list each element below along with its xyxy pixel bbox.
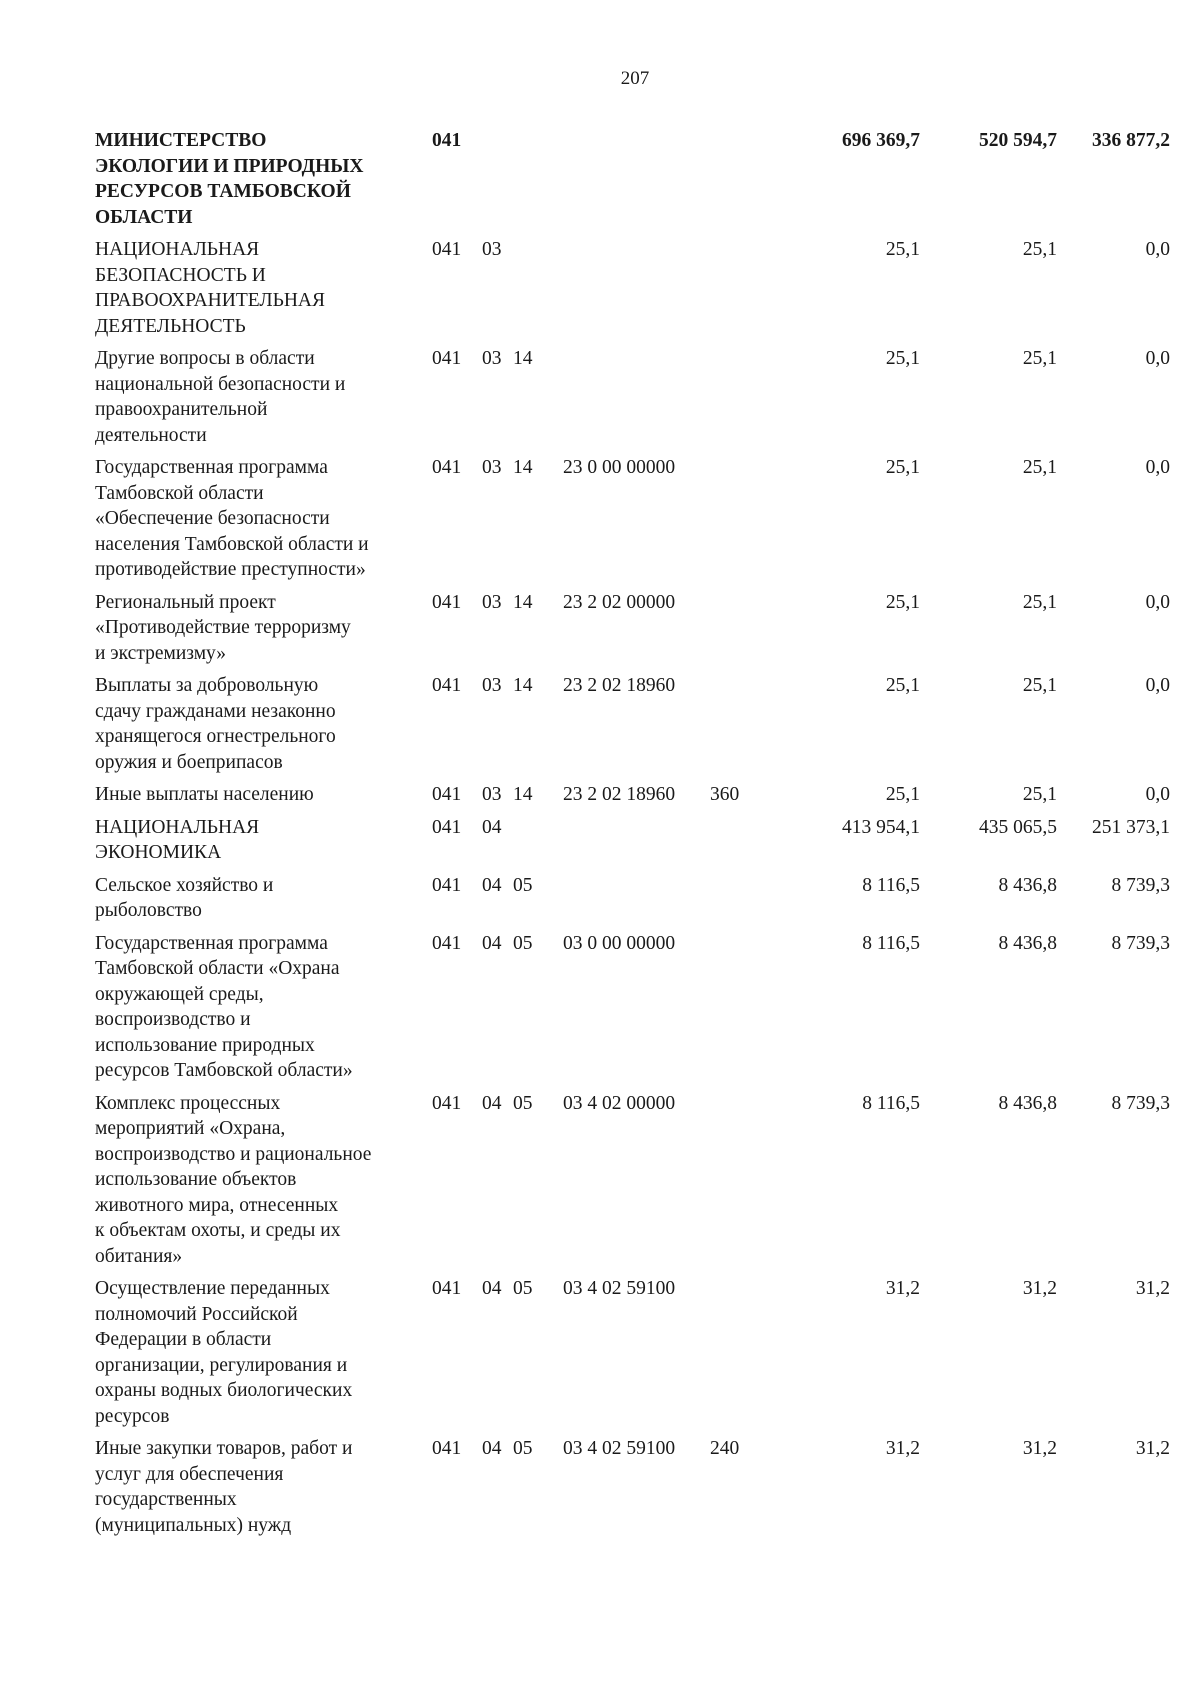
row-name: МИНИСТЕРСТВО ЭКОЛОГИИ И ПРИРОДНЫХ РЕСУРСОВ ТАМБОВСКОЙ ОБЛАСТИ <box>95 130 364 228</box>
row-section-code: 04 <box>482 1438 502 1459</box>
row-target-article-code: 23 2 02 00000 <box>563 591 676 613</box>
row-section-code: 04 <box>482 874 502 896</box>
page-number: 207 <box>620 68 650 89</box>
row-ved-code: 041 <box>432 932 462 954</box>
row-amount-year3: 8 739,3 <box>1111 874 1170 896</box>
row-amount-year3: 0,0 <box>1145 457 1170 478</box>
row-amount-year1: 25,1 <box>885 457 920 478</box>
row-amount-year2: 25,1 <box>1022 239 1057 260</box>
row-amount-year1: 8 116,5 <box>862 1092 920 1114</box>
table-row <box>95 1276 1170 1436</box>
table-row <box>95 346 1170 455</box>
table-row <box>95 873 1170 931</box>
row-ved-code: 041 <box>432 874 462 896</box>
row-section-code: 03 <box>482 348 502 369</box>
row-amount-year2: 520 594,7 <box>979 130 1057 151</box>
row-amount-year3: 0,0 <box>1145 239 1170 260</box>
row-name: НАЦИОНАЛЬНАЯ БЕЗОПАСНОСТЬ И ПРАВООХРАНИТЕЛЬНАЯ ДЕЯТЕЛЬНОСТЬ <box>95 239 326 337</box>
table-row <box>95 1436 1170 1545</box>
row-amount-year1: 8 116,5 <box>862 874 920 896</box>
row-name: Государственная программа Тамбовской области «Обеспечение безопасности населения Тамбовской области и противодействие преступности» <box>95 457 369 580</box>
table-row <box>95 815 1170 873</box>
row-amount-year3: 0,0 <box>1145 784 1170 805</box>
row-amount-year3: 0,0 <box>1145 591 1170 613</box>
row-section-code: 04 <box>482 1278 502 1299</box>
row-amount-year3: 8 739,3 <box>1111 1092 1170 1114</box>
row-amount-year2: 25,1 <box>1022 348 1057 369</box>
row-ved-code: 041 <box>432 1092 462 1114</box>
row-amount-year1: 8 116,5 <box>862 932 920 954</box>
row-name: Региональный проект «Противодействие терроризму и экстремизму» <box>95 591 351 664</box>
row-amount-year2: 25,1 <box>1022 675 1057 696</box>
row-ved-code: 041 <box>432 1278 462 1299</box>
row-ved-code: 041 <box>432 457 462 478</box>
row-name: Иные закупки товаров, работ и услуг для обеспечения государственных (муниципальных) нужд <box>95 1438 353 1536</box>
row-name: Сельское хозяйство и рыболовство <box>95 874 274 921</box>
row-section-code: 04 <box>482 1092 502 1114</box>
table-row <box>95 782 1170 815</box>
row-section-code: 03 <box>482 239 502 260</box>
table-row <box>95 673 1170 782</box>
row-amount-year2: 31,2 <box>1022 1438 1057 1459</box>
row-ved-code: 041 <box>432 239 462 260</box>
row-subsection-code: 05 <box>513 1278 533 1299</box>
row-ved-code: 041 <box>432 591 462 613</box>
row-section-code: 04 <box>482 816 502 838</box>
row-target-article-code: 03 4 02 59100 <box>563 1278 676 1299</box>
row-amount-year2: 8 436,8 <box>998 932 1057 954</box>
row-expense-type-code: 240 <box>710 1438 740 1459</box>
row-section-code: 03 <box>482 591 502 613</box>
row-subsection-code: 14 <box>513 591 533 613</box>
row-target-article-code: 23 2 02 18960 <box>563 784 676 805</box>
table-row <box>95 237 1170 346</box>
row-amount-year1: 31,2 <box>885 1438 920 1459</box>
row-section-code: 03 <box>482 784 502 805</box>
row-amount-year3: 0,0 <box>1145 675 1170 696</box>
row-ved-code: 041 <box>432 784 462 805</box>
row-amount-year2: 31,2 <box>1022 1278 1057 1299</box>
row-target-article-code: 23 0 00 00000 <box>563 457 676 478</box>
row-target-article-code: 03 4 02 00000 <box>563 1092 676 1114</box>
row-section-code: 03 <box>482 457 502 478</box>
row-name: Другие вопросы в области национальной безопасности и правоохранительной деятельности <box>95 348 346 446</box>
row-amount-year1: 31,2 <box>885 1278 920 1299</box>
row-name: Иные выплаты населению <box>95 784 314 805</box>
row-amount-year2: 25,1 <box>1022 457 1057 478</box>
row-target-article-code: 23 2 02 18960 <box>563 675 676 696</box>
row-subsection-code: 05 <box>513 932 533 954</box>
row-name: Государственная программа Тамбовской области «Охрана окружающей среды, воспроизводство и использование природных ресурсов Тамбовской области» <box>95 932 353 1081</box>
budget-table <box>95 128 1170 1545</box>
row-amount-year3: 0,0 <box>1145 348 1170 369</box>
row-target-article-code: 03 0 00 00000 <box>563 932 676 954</box>
row-expense-type-code: 360 <box>710 784 740 805</box>
row-subsection-code: 05 <box>513 1092 533 1114</box>
row-name: Осуществление переданных полномочий Российской Федерации в области организации, регулирования и охраны водных биологических ресурсов <box>95 1278 353 1427</box>
row-amount-year1: 25,1 <box>885 239 920 260</box>
table-row <box>95 590 1170 674</box>
row-amount-year1: 696 369,7 <box>842 130 920 151</box>
row-amount-year3: 31,2 <box>1135 1278 1170 1299</box>
row-subsection-code: 14 <box>513 457 533 478</box>
row-subsection-code: 05 <box>513 874 533 896</box>
row-subsection-code: 05 <box>513 1438 533 1459</box>
row-ved-code: 041 <box>432 1438 462 1459</box>
row-amount-year1: 25,1 <box>885 675 920 696</box>
table-row <box>95 455 1170 590</box>
row-target-article-code: 03 4 02 59100 <box>563 1438 676 1459</box>
row-amount-year3: 8 739,3 <box>1111 932 1170 954</box>
row-section-code: 04 <box>482 932 502 954</box>
row-section-code: 03 <box>482 675 502 696</box>
row-name: Комплекс процессных мероприятий «Охрана, воспроизводство и рациональное использование объектов животного мира, отнесенных к объектам охоты, и среды их обитания» <box>95 1092 372 1267</box>
row-amount-year2: 25,1 <box>1022 591 1057 613</box>
row-amount-year2: 8 436,8 <box>998 874 1057 896</box>
row-amount-year3: 251 373,1 <box>1092 816 1170 838</box>
row-subsection-code: 14 <box>513 348 533 369</box>
row-amount-year2: 435 065,5 <box>979 816 1057 838</box>
row-name: Выплаты за добровольную сдачу гражданами незаконно хранящегося огнестрельного оружия и боеприпасов <box>95 675 336 773</box>
row-ved-code: 041 <box>432 130 462 151</box>
row-ved-code: 041 <box>432 816 462 838</box>
row-amount-year1: 25,1 <box>885 784 920 805</box>
row-amount-year3: 336 877,2 <box>1092 130 1170 151</box>
row-amount-year2: 25,1 <box>1022 784 1057 805</box>
row-subsection-code: 14 <box>513 675 533 696</box>
row-amount-year1: 413 954,1 <box>842 816 920 838</box>
row-ved-code: 041 <box>432 348 462 369</box>
row-amount-year1: 25,1 <box>885 348 920 369</box>
table-row <box>95 128 1170 237</box>
table-row <box>95 1091 1170 1277</box>
table-row <box>95 931 1170 1091</box>
row-name: НАЦИОНАЛЬНАЯ ЭКОНОМИКА <box>95 816 260 863</box>
row-subsection-code: 14 <box>513 784 533 805</box>
row-amount-year3: 31,2 <box>1135 1438 1170 1459</box>
row-amount-year2: 8 436,8 <box>998 1092 1057 1114</box>
row-ved-code: 041 <box>432 675 462 696</box>
row-amount-year1: 25,1 <box>885 591 920 613</box>
